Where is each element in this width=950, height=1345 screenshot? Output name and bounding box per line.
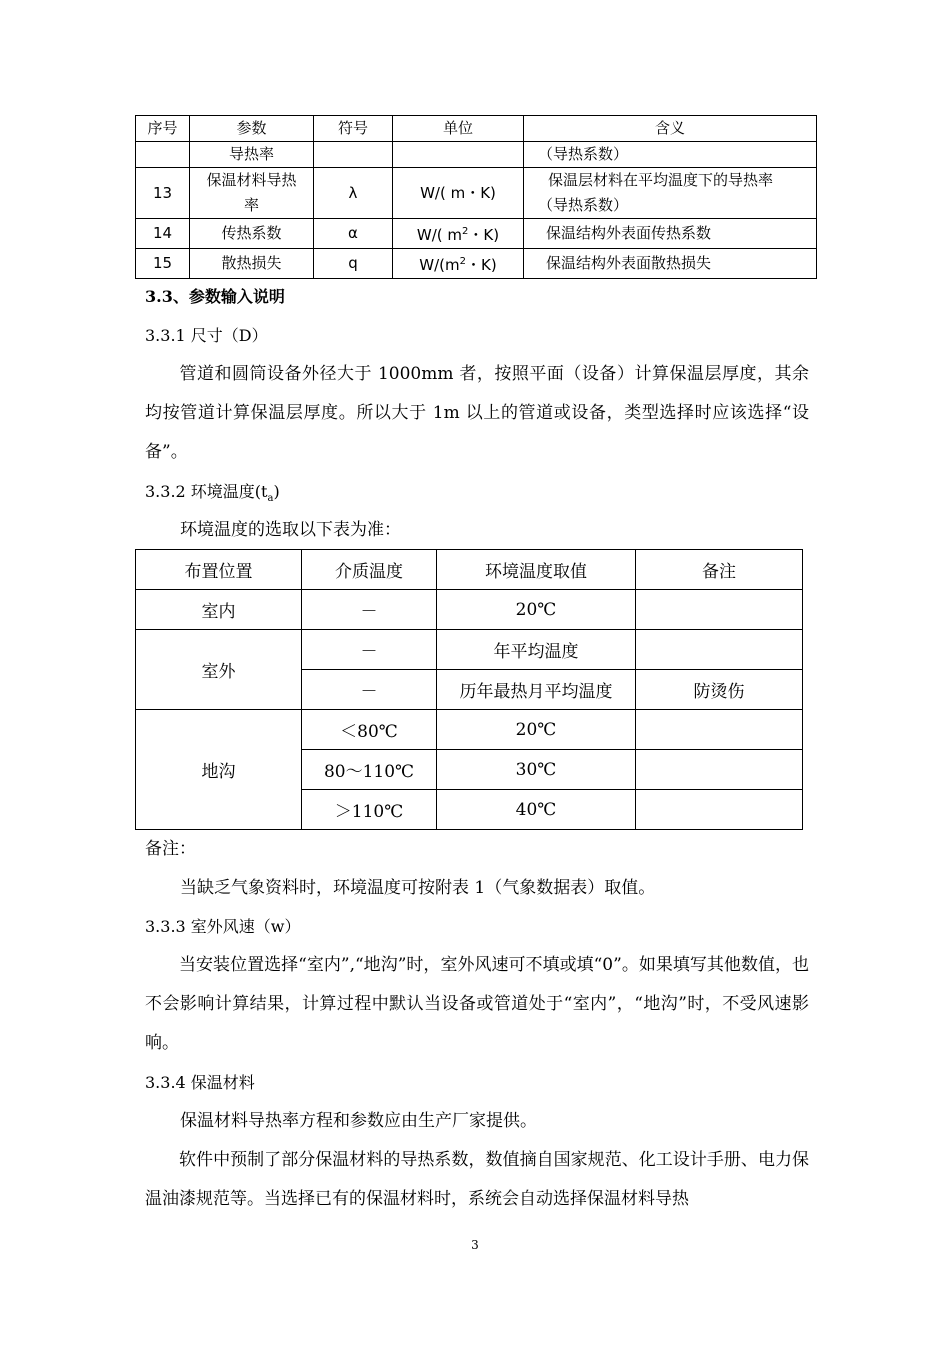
medium-cell: － <box>302 590 437 630</box>
medium-cell: ＜80℃ <box>302 710 437 750</box>
paragraph: 保温材料导热率方程和参数应由生产厂家提供。 <box>180 1111 537 1131</box>
subsection-heading: 3.3.2 环境温度$(t_a)$ <box>145 482 280 505</box>
param-cell: 导热率 <box>190 142 314 168</box>
note-cell <box>636 630 803 670</box>
value-cell: 30℃ <box>437 750 636 790</box>
header-cell: 参数 <box>190 116 314 142</box>
header-cell: 布置位置 <box>136 550 302 590</box>
parameter-table <box>135 115 817 279</box>
meaning-cell: 保温结构外表面散热损失 <box>524 249 817 279</box>
medium-cell: ＞110℃ <box>302 790 437 830</box>
value-cell: 40℃ <box>437 790 636 830</box>
subsection-heading: 3.3.1 尺寸（D） <box>145 326 268 345</box>
value-cell: 历年最热月平均温度 <box>437 670 636 710</box>
location-cell: 室外 <box>136 630 302 710</box>
note-text: 当缺乏气象资料时，环境温度可按附表 1（气象数据表）取值。 <box>180 878 656 898</box>
header-cell: 序号 <box>136 116 190 142</box>
value-cell: 年平均温度 <box>437 630 636 670</box>
symbol-cell: q <box>314 249 393 279</box>
table-row <box>136 219 817 249</box>
unit-cell: W/( $m^2$・K) <box>393 219 524 249</box>
table-header-row <box>136 116 817 142</box>
note-cell <box>636 750 803 790</box>
location-cell: 地沟 <box>136 710 302 830</box>
ambient-temperature-table <box>135 549 803 830</box>
header-cell: 单位 <box>393 116 524 142</box>
table-row <box>136 249 817 279</box>
param-cell: 散热损失 <box>190 249 314 279</box>
no-cell: 14 <box>136 219 190 249</box>
medium-cell: － <box>302 630 437 670</box>
note-cell <box>636 790 803 830</box>
subsection-heading: 3.3.3 室外风速（w） <box>145 917 301 936</box>
no-cell: 15 <box>136 249 190 279</box>
header-cell: 介质温度 <box>302 550 437 590</box>
value-cell: 20℃ <box>437 710 636 750</box>
table-row <box>136 630 803 670</box>
note-cell <box>636 710 803 750</box>
note-cell: 防烫伤 <box>636 670 803 710</box>
symbol-cell: α <box>314 219 393 249</box>
header-cell: 环境温度取值 <box>437 550 636 590</box>
table-row <box>136 168 817 219</box>
no-cell: 13 <box>136 168 190 219</box>
header-cell: 符号 <box>314 116 393 142</box>
table-header-row <box>136 550 803 590</box>
meaning-cell: 保温结构外表面传热系数 <box>524 219 817 249</box>
paragraph: 当安装位置选择“室内”,“地沟”时，室外风速可不填或填“0”。如果填写其他数值，也不会影响计算结果，计算过程中默认当设备或管道处于“室内”，“地沟”时，不受风速影响。 <box>145 955 809 1053</box>
value-cell: 20℃ <box>437 590 636 630</box>
table-row <box>136 142 817 168</box>
subsection-heading: 3.3.4 保温材料 <box>145 1073 255 1092</box>
paragraph: 软件中预制了部分保温材料的导热系数，数值摘自国家规范、化工设计手册、电力保温油漆规范等。当选择已有的保温材料时，系统会自动选择保温材料导热 <box>145 1150 809 1209</box>
header-cell: 备注 <box>636 550 803 590</box>
param-cell: 传热系数 <box>190 219 314 249</box>
table-row <box>136 710 803 750</box>
paragraph: 环境温度的选取以下表为准： <box>180 520 401 540</box>
note-cell <box>636 590 803 630</box>
medium-cell: 80～110℃ <box>302 750 437 790</box>
location-cell: 室内 <box>136 590 302 630</box>
unit-cell: $W/(m^2$・K) <box>393 249 524 279</box>
symbol-cell: λ <box>314 168 393 219</box>
page-number: 3 <box>471 1238 479 1252</box>
meaning-cell: （导热系数） <box>524 142 817 168</box>
medium-cell: － <box>302 670 437 710</box>
table-row <box>136 590 803 630</box>
section-heading: 3.3、参数输入说明 <box>145 287 285 306</box>
unit-cell: W/( m・K) <box>393 168 524 219</box>
note-label: 备注： <box>145 839 196 859</box>
paragraph: 管道和圆筒设备外径大于 1000mm 者，按照平面（设备）计算保温层厚度，其余均按管道计算保温层厚度。所以大于 1m 以上的管道或设备，类型选择时应该选择“设备”。 <box>145 364 809 462</box>
header-cell: 含义 <box>524 116 817 142</box>
meaning-cell: 保温层材料在平均温度下的导热率 （导热系数） <box>524 168 817 219</box>
param-cell: 保温材料导热 率 <box>190 168 314 219</box>
